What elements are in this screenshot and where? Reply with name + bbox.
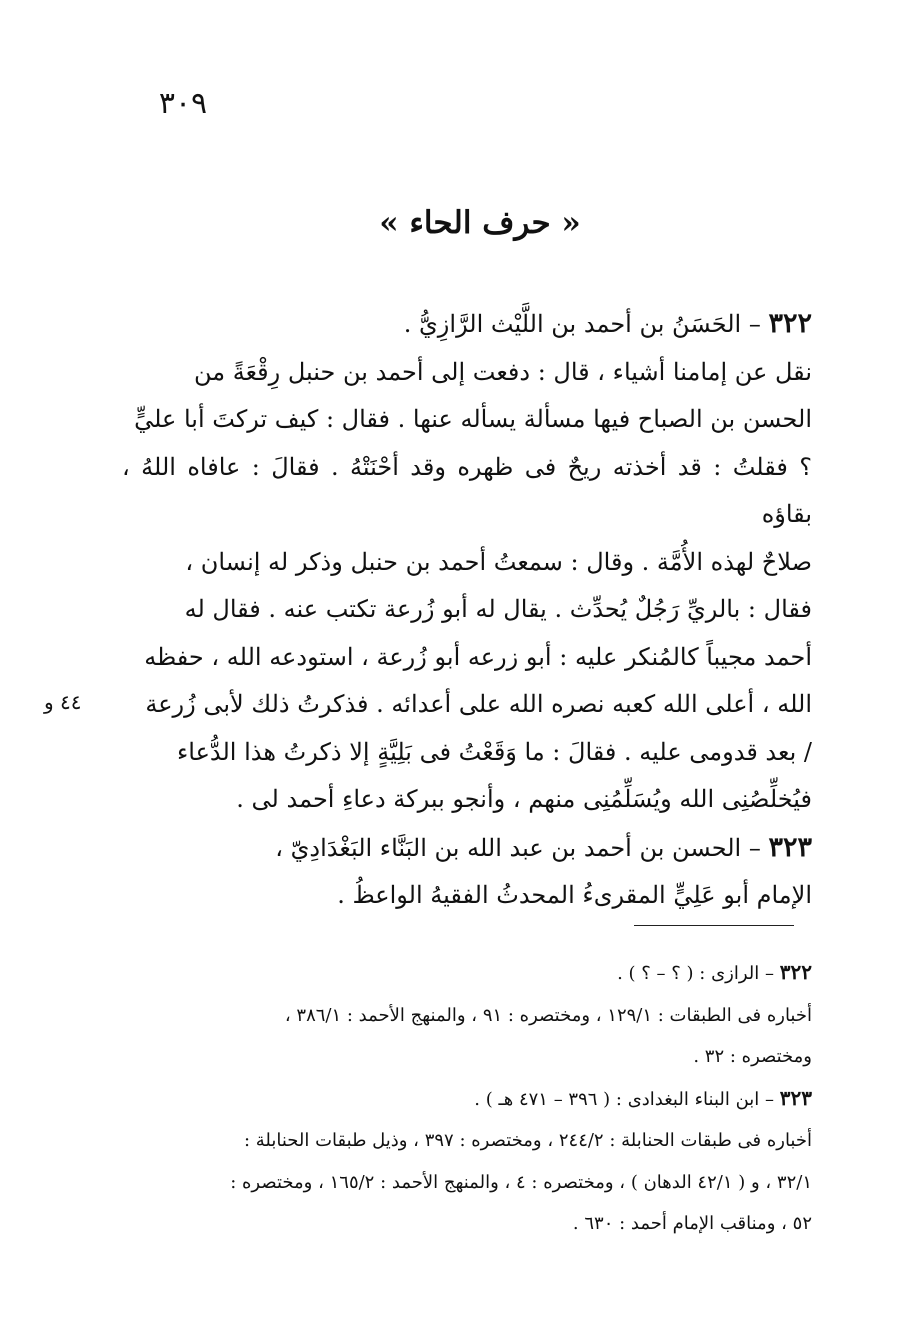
manuscript-folio-note: ٤٤ و xyxy=(44,690,82,714)
entry-number: ٣٢٣ xyxy=(768,831,812,863)
footnotes xyxy=(122,952,812,1245)
text-line: أحمد مجيباً كالمُنكر عليه : أبو زرعه أبو زُرعة ، استودعه الله ، حفظه xyxy=(144,642,812,671)
footnote-dash: – xyxy=(765,963,775,984)
entry-number: ٣٢٢ xyxy=(768,308,812,339)
text-line: الله ، أعلى الله كعبه نصره الله على أعدائه . فذكرتُ ذلك لأبى زُرعة xyxy=(145,690,812,718)
footnote-line: أخباره فى الطبقات : ١٢٩/١ ، ومختصره : ٩١ ، والمنهج الأحمد : ٣٨٦/١ ، xyxy=(284,1004,812,1026)
text-line: نقل عن إمامنا أشياء ، قال : دفعت إلى أحمد بن حنبل رِقْعَةً من xyxy=(193,357,812,386)
text-line: فيُخلِّصُنِى الله ويُسَلِّمُنِى منهم ، وأنجو ببركة دعاءِ أحمد لى . xyxy=(236,785,812,813)
footnote-heading xyxy=(122,952,812,995)
entry-heading xyxy=(122,300,812,349)
text-line: ؟ فقلتُ : قد أخذته ريحٌ فى ظهره وقد أحْنَتْهُ . فقالَ : عافاه اللهُ ، بقاؤه xyxy=(122,452,812,528)
footnote-number: ٣٢٢ xyxy=(779,960,812,984)
text-line: / بعد قدومى عليه . فقالَ : ما وَقَعْتُ فى بَلِيَّةٍ إلا ذكرتُ هذا الدُّعاء xyxy=(176,737,812,766)
footnote-number: ٣٢٣ xyxy=(779,1085,812,1110)
text-line: الحسن بن الصباح فيها مسألة يسأله عنها . فقال : كيف تركتَ أبا عليٍّ xyxy=(134,405,812,433)
entry-name: الحسن بن أحمد بن عبد الله بن البَنَّاء البَغْدَادِيّ ، xyxy=(275,833,742,862)
text-line: فقال : بالريِّ رَجُلٌ يُحدِّث . يقال له أبو زُرعة تكتب عنه . فقال له xyxy=(184,595,812,623)
footnote-line: ومختصره : ٣٢ . xyxy=(693,1046,812,1067)
footnote-line: ٥٢ ، ومناقب الإمام أحمد : ٦٣٠ . xyxy=(572,1213,812,1234)
text-line: الإمام أبو عَلِيٍّ المقرىءُ المحدثُ الفقيهُ الواعظُ . xyxy=(337,881,812,909)
footnote-heading xyxy=(122,1078,812,1121)
footnote-title: الرازى : ( ؟ – ؟ ) . xyxy=(617,963,760,984)
footnote-line: أخباره فى طبقات الحنابلة : ٢٤٤/٢ ، ومختصره : ٣٩٧ ، وذيل طبقات الحنابلة : xyxy=(243,1130,812,1151)
footnote-line: ٣٢/١ ، و ( ٤٢/١ الدهان ) ، ومختصره : ٤ ، والمنهج الأحمد : ١٦٥/٢ ، ومختصره : xyxy=(230,1171,812,1193)
footnote-divider xyxy=(634,925,794,926)
entry-name: الحَسَنُ بن أحمد بن اللَّيْث الرَّازِيُّ . xyxy=(403,310,742,338)
text-line: صلاحٌ لهذه الأُمَّة . وقال : سمعتُ أحمد بن حنبل وذكر له إنسان ، xyxy=(185,547,812,576)
main-text xyxy=(122,300,812,920)
entry-heading xyxy=(122,824,812,873)
footnote-title: ابن البناء البغدادى : ( ٣٩٦ – ٤٧١ هـ ) . xyxy=(474,1088,760,1110)
entry-dash: – xyxy=(748,833,761,862)
chapter-title: « حرف الحاء » xyxy=(379,205,581,241)
footnote-dash: – xyxy=(765,1088,775,1110)
page-number: ٣٠٩ xyxy=(158,86,208,121)
entry-dash: – xyxy=(748,310,761,338)
